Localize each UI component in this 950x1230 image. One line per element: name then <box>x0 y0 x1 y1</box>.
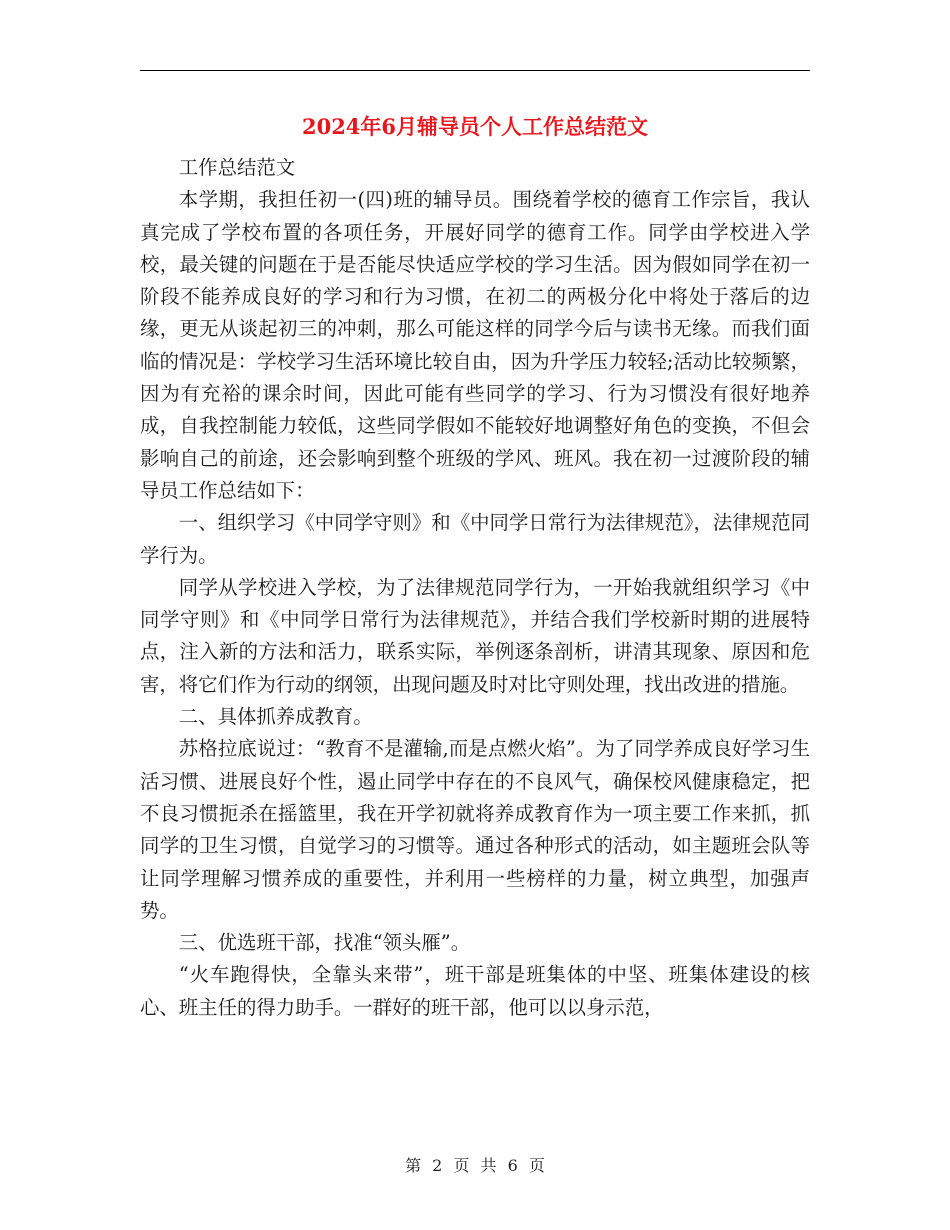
document-title: 2024年6月辅导员个人工作总结范文 <box>301 114 649 139</box>
paragraph-subtitle: 工作总结范文 <box>178 156 296 179</box>
page-number-footer: 第 2 页 共 6 页 <box>405 1156 545 1175</box>
header-rule <box>140 70 810 71</box>
paragraph-section-3: “火车跑得快，全靠头来带”，班干部是班集体的中坚、班集体建设的核心、班主任的得力助手。一群好的班干部，他可以以身示范， <box>140 963 810 1019</box>
paragraph-section-2: 苏格拉底说过：“教育不是灌输,而是点燃火焰”。为了同学养成良好学习生活习惯、进展良好个性，遏止同学中存在的不良风气，确保校风健康稳定，把不良习惯扼杀在摇篮里，我在开学初就将养成教育作为一项主要工作来抓，抓同学的卫生习惯，自觉学习的习惯等。通过各种形式的活动，如主题班会队等让同学理解习惯养成的重要性，并利用一些榜样的力量，树立典型，加强声势。 <box>140 737 810 922</box>
paragraph-section-1: 同学从学校进入学校，为了法律规范同学行为，一开始我就组织学习《中同学守则》和《中同学日常行为法律规范》，并结合我们学校新时期的进展特点，注入新的方法和活力，联系实际，举例逐条剖析，讲清其现象、原因和危害，将它们作为行动的纲领，出现问题及时对比守则处理，找出改进的措施。 <box>140 575 810 696</box>
paragraph-heading-1: 一、组织学习《中同学守则》和《中同学日常行为法律规范》，法律规范同学行为。 <box>140 511 810 567</box>
paragraph-intro: 本学期，我担任初一(四)班的辅导员。围绕着学校的德育工作宗旨，我认真完成了学校布置的各项任务，开展好同学的德育工作。同学由学校进入学校，最关键的问题在于是否能尽快适应学校的学习生活。因为假如同学在初一阶段不能养成良好的学习和行为习惯，在初二的两极分化中将处于落后的边缘，更无从谈起初三的冲刺，那么可能这样的同学今后与读书无缘。而我们面临的情况是：学校学习生活环境比较自由，因为升学压力较轻;活动比较频繁，因为有充裕的课余时间，因此可能有些同学的学习、行为习惯没有很好地养成，自我控制能力较低，这些同学假如不能较好地调整好角色的变换，不但会影响自己的前途，还会影响到整个班级的学风、班风。我在初一过渡阶段的辅导员工作总结如下： <box>140 188 810 502</box>
paragraph-heading-3: 三、优选班干部，找准“领头雁”。 <box>178 931 471 955</box>
paragraph-heading-2: 二、具体抓养成教育。 <box>178 705 373 729</box>
document-body <box>140 152 810 1024</box>
